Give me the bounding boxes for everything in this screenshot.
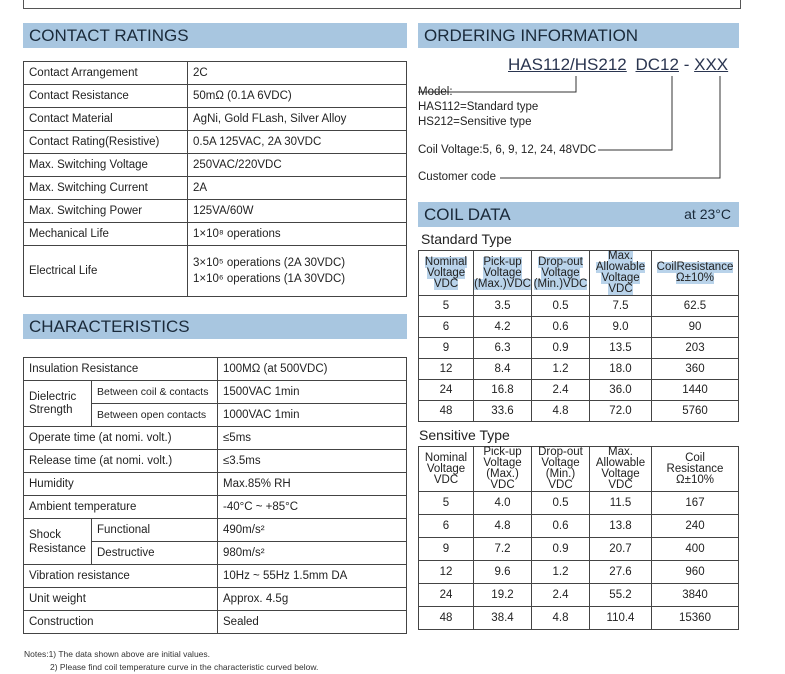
code-customer: XXX [694, 55, 729, 74]
table-row: Between open contacts 1000VAC 1min [24, 404, 407, 427]
customer-code-text: Customer code [418, 171, 496, 183]
table-row: Mechanical Life 1×10⁸ operations [24, 223, 407, 246]
table-row: Release time (at nomi. volt.) ≤3.5ms [24, 450, 407, 473]
table-row: Destructive 980m/s² [24, 542, 407, 565]
table-row: 48 33.6 4.8 72.0 5760 [419, 401, 739, 422]
table-row: Vibration resistance 10Hz ~ 55Hz 1.5mm DA [24, 565, 407, 588]
table-row: 24 16.8 2.4 36.0 1440 [419, 380, 739, 401]
sensitive-type-title: Sensitive Type [419, 427, 510, 443]
ordering-header: ORDERING INFORMATION [418, 23, 739, 48]
table-row: 9 6.3 0.9 13.5 203 [419, 338, 739, 359]
characteristics-header: CHARACTERISTICS [23, 314, 407, 339]
model-standard: HAS112=Standard type [418, 101, 539, 113]
table-row: 12 8.4 1.2 18.0 360 [419, 359, 739, 380]
table-row: 5 4.0 0.5 11.5 167 [419, 492, 739, 515]
note-2: 2) Please find coil temperature curve in the characteristic curved below. [50, 662, 319, 672]
table-row: Contact Material AgNi, Gold FLash, Silver Alloy [24, 108, 407, 131]
electrical-life-1: 3×10⁵ operations (2A 30VDC) [193, 257, 346, 269]
table-row: Max. Switching Current 2A [24, 177, 407, 200]
table-row: Max. Switching Power 125VA/60W [24, 200, 407, 223]
code-voltage: DC12 [635, 55, 679, 74]
model-label: Model: [418, 86, 453, 98]
table-row: Contact Resistance 50mΩ (0.1A 6VDC) [24, 85, 407, 108]
table-row: Max. Switching Voltage 250VAC/220VDC [24, 154, 407, 177]
table-row: Shock Resistance Functional 490m/s² [24, 519, 407, 542]
table-row: 48 38.4 4.8 110.4 15360 [419, 607, 739, 630]
standard-type-title: Standard Type [421, 231, 512, 247]
note-1: Notes:1) The data shown above are initial values. [24, 649, 211, 659]
coil-data-header: COIL DATA at 23°C [418, 202, 739, 227]
sensitive-coil-table [418, 446, 739, 630]
table-row: 9 7.2 0.9 20.7 400 [419, 538, 739, 561]
coil-temp: at 23°C [684, 206, 731, 222]
electrical-life-2: 1×10⁶ operations (1A 30VDC) [193, 273, 346, 285]
table-row: Dielectric Strength Between coil & contacts 1500VAC 1min [24, 381, 407, 404]
table-row: Electrical Life 3×10⁵ operations (2A 30VDC) 1×10⁶ operations (1A 30VDC) [24, 246, 407, 297]
table-row: Humidity Max.85% RH [24, 473, 407, 496]
table-row: Contact Rating(Resistive) 0.5A 125VAC, 2A 30VDC [24, 131, 407, 154]
table-row: Ambient temperature -40°C ~ +85°C [24, 496, 407, 519]
standard-coil-table [418, 250, 739, 422]
table-row: 12 9.6 1.2 27.6 960 [419, 561, 739, 584]
top-frame [23, 0, 741, 9]
table-header-row: Nominal Voltage VDC Pick-up Voltage (Max.) VDC Drop-out Voltage (Min.) VDC Max. Allowable Voltage VDC Coil Resistance Ω±10% [419, 447, 739, 492]
table-row: 6 4.2 0.6 9.0 90 [419, 317, 739, 338]
table-row: 24 19.2 2.4 55.2 3840 [419, 584, 739, 607]
table-row: Operate time (at nomi. volt.) ≤5ms [24, 427, 407, 450]
code-model: HAS112/HS212 [508, 55, 627, 74]
table-row: Contact Arrangement 2C [24, 62, 407, 85]
contact-ratings-table [23, 61, 407, 297]
code-dash: - [683, 55, 690, 74]
table-row: 6 4.8 0.6 13.8 240 [419, 515, 739, 538]
coil-voltage-text: Coil Voltage:5, 6, 9, 12, 24, 48VDC [418, 144, 597, 156]
table-row: Unit weight Approx. 4.5g [24, 588, 407, 611]
table-row: Construction Sealed [24, 611, 407, 634]
characteristics-table [23, 357, 407, 634]
model-sensitive: HS212=Sensitive type [418, 116, 532, 128]
table-row: Insulation Resistance 100MΩ (at 500VDC) [24, 358, 407, 381]
table-header-row: NominalVoltageVDC Pick-upVoltage(Max.)VDC Drop-outVoltage(Min.)VDC Max.AllowableVoltageVDC CoilResistanceΩ±10% [419, 251, 739, 296]
table-row: 5 3.5 0.5 7.5 62.5 [419, 296, 739, 317]
contact-ratings-header: CONTACT RATINGS [23, 23, 407, 48]
